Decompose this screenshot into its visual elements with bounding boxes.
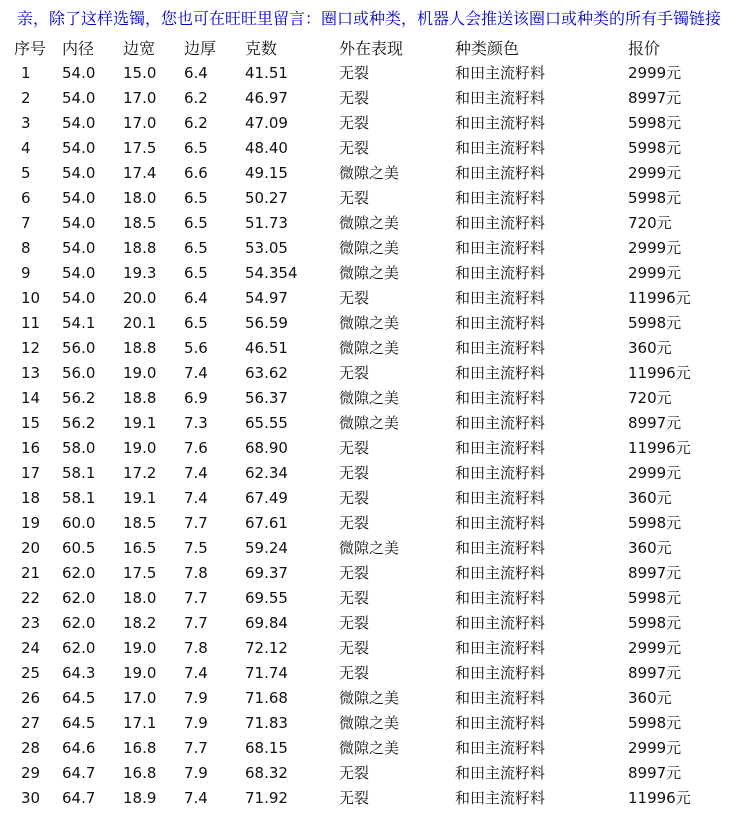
cell-index: 8 [21, 239, 31, 257]
table-row [0, 186, 751, 211]
cell-appearance: 微隙之美 [339, 239, 400, 257]
cell-appearance: 微隙之美 [339, 714, 400, 732]
table-row [0, 161, 751, 186]
cell-index: 22 [21, 589, 41, 607]
cell-band-thickness: 7.4 [184, 489, 208, 507]
cell-appearance: 微隙之美 [339, 214, 400, 232]
cell-band-thickness: 7.4 [184, 364, 208, 382]
cell-index: 19 [21, 514, 41, 532]
cell-weight: 56.59 [245, 314, 288, 332]
cell-price: 5998元 [628, 714, 682, 732]
cell-price: 5998元 [628, 114, 682, 132]
cell-appearance: 微隙之美 [339, 164, 400, 182]
cell-weight: 71.74 [245, 664, 288, 682]
cell-appearance: 无裂 [339, 139, 370, 157]
cell-type-color: 和田主流籽料 [455, 89, 546, 107]
cell-band-thickness: 7.5 [184, 539, 208, 557]
cell-band-thickness: 7.7 [184, 514, 208, 532]
bangle-list-table [0, 36, 751, 811]
cell-index: 25 [21, 664, 41, 682]
cell-index: 5 [21, 164, 31, 182]
cell-appearance: 无裂 [339, 364, 370, 382]
cell-band-thickness: 7.9 [184, 689, 208, 707]
cell-weight: 53.05 [245, 239, 288, 257]
cell-index: 20 [21, 539, 41, 557]
cell-band-thickness: 5.6 [184, 339, 208, 357]
table-row [0, 261, 751, 286]
cell-type-color: 和田主流籽料 [455, 489, 546, 507]
cell-index: 12 [21, 339, 41, 357]
cell-price: 2999元 [628, 464, 682, 482]
cell-type-color: 和田主流籽料 [455, 689, 546, 707]
cell-index: 27 [21, 714, 41, 732]
cell-type-color: 和田主流籽料 [455, 664, 546, 682]
cell-type-color: 和田主流籽料 [455, 289, 546, 307]
table-row [0, 611, 751, 636]
cell-band-width: 19.0 [123, 439, 157, 457]
cell-band-width: 19.3 [123, 264, 157, 282]
cell-price: 5998元 [628, 189, 682, 207]
cell-weight: 50.27 [245, 189, 288, 207]
cell-inner-diameter: 60.5 [62, 539, 96, 557]
cell-band-width: 18.2 [123, 614, 157, 632]
cell-index: 14 [21, 389, 41, 407]
cell-weight: 54.97 [245, 289, 288, 307]
cell-inner-diameter: 62.0 [62, 564, 96, 582]
cell-band-thickness: 6.2 [184, 114, 208, 132]
table-row [0, 386, 751, 411]
cell-index: 24 [21, 639, 41, 657]
cell-type-color: 和田主流籽料 [455, 439, 546, 457]
cell-band-thickness: 7.3 [184, 414, 208, 432]
cell-appearance: 无裂 [339, 114, 370, 132]
cell-weight: 46.97 [245, 89, 288, 107]
column-header-band-thickness: 边厚 [184, 39, 217, 58]
table-row [0, 486, 751, 511]
column-header-price: 报价 [628, 39, 661, 58]
cell-appearance: 无裂 [339, 764, 370, 782]
cell-type-color: 和田主流籽料 [455, 639, 546, 657]
cell-appearance: 无裂 [339, 639, 370, 657]
cell-index: 13 [21, 364, 41, 382]
cell-index: 17 [21, 464, 41, 482]
table-row [0, 761, 751, 786]
cell-inner-diameter: 64.5 [62, 714, 96, 732]
cell-band-thickness: 7.7 [184, 614, 208, 632]
cell-appearance: 无裂 [339, 564, 370, 582]
cell-inner-diameter: 54.0 [62, 164, 96, 182]
cell-band-width: 18.5 [123, 214, 157, 232]
cell-index: 16 [21, 439, 41, 457]
cell-appearance: 无裂 [339, 489, 370, 507]
cell-appearance: 无裂 [339, 464, 370, 482]
cell-type-color: 和田主流籽料 [455, 214, 546, 232]
cell-weight: 41.51 [245, 64, 288, 82]
cell-price: 360元 [628, 339, 672, 357]
cell-type-color: 和田主流籽料 [455, 264, 546, 282]
cell-band-width: 17.4 [123, 164, 157, 182]
cell-type-color: 和田主流籽料 [455, 739, 546, 757]
cell-price: 8997元 [628, 664, 682, 682]
table-row [0, 511, 751, 536]
cell-inner-diameter: 54.0 [62, 114, 96, 132]
table-body [0, 61, 751, 811]
cell-type-color: 和田主流籽料 [455, 514, 546, 532]
cell-type-color: 和田主流籽料 [455, 139, 546, 157]
cell-weight: 67.61 [245, 514, 288, 532]
cell-price: 8997元 [628, 564, 682, 582]
cell-index: 30 [21, 789, 41, 807]
cell-type-color: 和田主流籽料 [455, 189, 546, 207]
cell-appearance: 微隙之美 [339, 389, 400, 407]
cell-price: 2999元 [628, 239, 682, 257]
table-row [0, 86, 751, 111]
cell-band-width: 17.5 [123, 564, 157, 582]
cell-type-color: 和田主流籽料 [455, 789, 546, 807]
cell-index: 6 [21, 189, 31, 207]
cell-index: 29 [21, 764, 41, 782]
cell-type-color: 和田主流籽料 [455, 364, 546, 382]
cell-appearance: 无裂 [339, 189, 370, 207]
cell-type-color: 和田主流籽料 [455, 64, 546, 82]
cell-band-width: 19.0 [123, 639, 157, 657]
table-row [0, 786, 751, 811]
cell-weight: 71.68 [245, 689, 288, 707]
cell-band-thickness: 6.5 [184, 139, 208, 157]
table-header [0, 36, 751, 61]
cell-band-width: 17.0 [123, 114, 157, 132]
cell-inner-diameter: 58.1 [62, 489, 96, 507]
cell-inner-diameter: 64.7 [62, 789, 96, 807]
cell-weight: 46.51 [245, 339, 288, 357]
cell-band-width: 18.0 [123, 589, 157, 607]
table-header-row [0, 36, 751, 61]
cell-index: 26 [21, 689, 41, 707]
cell-band-thickness: 7.9 [184, 714, 208, 732]
cell-price: 11996元 [628, 289, 691, 307]
cell-band-width: 19.0 [123, 664, 157, 682]
cell-type-color: 和田主流籽料 [455, 564, 546, 582]
cell-inner-diameter: 54.0 [62, 214, 96, 232]
table-row [0, 111, 751, 136]
table-row [0, 636, 751, 661]
cell-weight: 62.34 [245, 464, 288, 482]
table-row [0, 136, 751, 161]
cell-price: 2999元 [628, 64, 682, 82]
cell-inner-diameter: 54.0 [62, 64, 96, 82]
cell-type-color: 和田主流籽料 [455, 539, 546, 557]
table-row [0, 311, 751, 336]
cell-band-thickness: 6.5 [184, 264, 208, 282]
cell-weight: 56.37 [245, 389, 288, 407]
cell-appearance: 无裂 [339, 589, 370, 607]
cell-appearance: 无裂 [339, 89, 370, 107]
cell-band-thickness: 7.6 [184, 439, 208, 457]
column-header-inner-diameter: 内径 [62, 39, 95, 58]
cell-inner-diameter: 58.0 [62, 439, 96, 457]
cell-band-thickness: 7.4 [184, 464, 208, 482]
cell-inner-diameter: 56.2 [62, 389, 96, 407]
column-header-weight: 克数 [245, 39, 278, 58]
cell-band-width: 19.0 [123, 364, 157, 382]
cell-band-thickness: 7.7 [184, 739, 208, 757]
cell-type-color: 和田主流籽料 [455, 464, 546, 482]
cell-weight: 65.55 [245, 414, 288, 432]
cell-index: 2 [21, 89, 31, 107]
cell-type-color: 和田主流籽料 [455, 614, 546, 632]
cell-price: 5998元 [628, 589, 682, 607]
cell-price: 360元 [628, 489, 672, 507]
cell-index: 7 [21, 214, 31, 232]
cell-appearance: 微隙之美 [339, 414, 400, 432]
cell-band-thickness: 7.7 [184, 589, 208, 607]
cell-inner-diameter: 56.0 [62, 339, 96, 357]
cell-inner-diameter: 54.0 [62, 264, 96, 282]
cell-band-thickness: 6.4 [184, 289, 208, 307]
cell-price: 11996元 [628, 789, 691, 807]
cell-band-width: 18.8 [123, 389, 157, 407]
cell-band-thickness: 6.5 [184, 239, 208, 257]
cell-appearance: 微隙之美 [339, 314, 400, 332]
cell-type-color: 和田主流籽料 [455, 714, 546, 732]
cell-band-thickness: 6.5 [184, 214, 208, 232]
cell-inner-diameter: 54.1 [62, 314, 96, 332]
table-row [0, 436, 751, 461]
cell-inner-diameter: 64.3 [62, 664, 96, 682]
cell-inner-diameter: 62.0 [62, 589, 96, 607]
cell-weight: 68.32 [245, 764, 288, 782]
cell-price: 8997元 [628, 89, 682, 107]
cell-weight: 48.40 [245, 139, 288, 157]
cell-type-color: 和田主流籽料 [455, 114, 546, 132]
cell-band-width: 19.1 [123, 414, 157, 432]
cell-index: 9 [21, 264, 31, 282]
cell-band-width: 18.8 [123, 239, 157, 257]
cell-band-thickness: 7.8 [184, 639, 208, 657]
cell-inner-diameter: 54.0 [62, 139, 96, 157]
cell-weight: 69.37 [245, 564, 288, 582]
cell-inner-diameter: 58.1 [62, 464, 96, 482]
column-header-index: 序号 [14, 39, 47, 58]
cell-band-thickness: 7.8 [184, 564, 208, 582]
cell-weight: 67.49 [245, 489, 288, 507]
cell-appearance: 微隙之美 [339, 739, 400, 757]
cell-inner-diameter: 64.5 [62, 689, 96, 707]
cell-type-color: 和田主流籽料 [455, 389, 546, 407]
cell-weight: 69.55 [245, 589, 288, 607]
cell-band-thickness: 6.5 [184, 314, 208, 332]
cell-price: 8997元 [628, 764, 682, 782]
column-header-band-width: 边宽 [123, 39, 156, 58]
notice-text: 亲，除了这样选镯，您也可在旺旺里留言：圈口或种类，机器人会推送该圈口或种类的所有手镯链接 [17, 9, 722, 28]
cell-band-width: 18.8 [123, 339, 157, 357]
cell-band-width: 17.5 [123, 139, 157, 157]
cell-appearance: 无裂 [339, 439, 370, 457]
cell-price: 5998元 [628, 614, 682, 632]
cell-index: 3 [21, 114, 31, 132]
cell-inner-diameter: 54.0 [62, 89, 96, 107]
table-row [0, 461, 751, 486]
table-row [0, 711, 751, 736]
cell-type-color: 和田主流籽料 [455, 764, 546, 782]
table-row [0, 686, 751, 711]
cell-type-color: 和田主流籽料 [455, 239, 546, 257]
cell-band-width: 18.5 [123, 514, 157, 532]
table-row [0, 211, 751, 236]
cell-weight: 51.73 [245, 214, 288, 232]
cell-index: 23 [21, 614, 41, 632]
cell-price: 2999元 [628, 639, 682, 657]
cell-index: 28 [21, 739, 41, 757]
cell-price: 720元 [628, 389, 672, 407]
cell-band-width: 20.1 [123, 314, 157, 332]
table-row [0, 61, 751, 86]
cell-appearance: 无裂 [339, 289, 370, 307]
cell-inner-diameter: 54.0 [62, 239, 96, 257]
cell-band-thickness: 6.5 [184, 189, 208, 207]
cell-weight: 47.09 [245, 114, 288, 132]
cell-price: 11996元 [628, 364, 691, 382]
cell-price: 2999元 [628, 739, 682, 757]
cell-inner-diameter: 56.2 [62, 414, 96, 432]
cell-index: 11 [21, 314, 41, 332]
cell-appearance: 微隙之美 [339, 689, 400, 707]
cell-weight: 68.90 [245, 439, 288, 457]
cell-index: 10 [21, 289, 41, 307]
cell-price: 5998元 [628, 514, 682, 532]
cell-inner-diameter: 56.0 [62, 364, 96, 382]
cell-weight: 71.83 [245, 714, 288, 732]
table-row [0, 411, 751, 436]
cell-appearance: 无裂 [339, 789, 370, 807]
cell-appearance: 无裂 [339, 514, 370, 532]
cell-price: 11996元 [628, 439, 691, 457]
cell-inner-diameter: 62.0 [62, 639, 96, 657]
cell-band-width: 18.0 [123, 189, 157, 207]
cell-price: 2999元 [628, 164, 682, 182]
cell-band-width: 15.0 [123, 64, 157, 82]
cell-price: 5998元 [628, 314, 682, 332]
cell-weight: 71.92 [245, 789, 288, 807]
cell-inner-diameter: 54.0 [62, 189, 96, 207]
cell-price: 360元 [628, 689, 672, 707]
cell-appearance: 无裂 [339, 614, 370, 632]
cell-band-width: 17.0 [123, 689, 157, 707]
cell-weight: 68.15 [245, 739, 288, 757]
cell-type-color: 和田主流籽料 [455, 589, 546, 607]
cell-type-color: 和田主流籽料 [455, 414, 546, 432]
table-row [0, 236, 751, 261]
cell-appearance: 微隙之美 [339, 339, 400, 357]
cell-price: 8997元 [628, 414, 682, 432]
cell-appearance: 无裂 [339, 64, 370, 82]
cell-band-width: 18.9 [123, 789, 157, 807]
cell-appearance: 微隙之美 [339, 264, 400, 282]
cell-type-color: 和田主流籽料 [455, 314, 546, 332]
cell-band-width: 16.8 [123, 764, 157, 782]
cell-appearance: 微隙之美 [339, 539, 400, 557]
cell-inner-diameter: 64.6 [62, 739, 96, 757]
cell-weight: 69.84 [245, 614, 288, 632]
cell-index: 15 [21, 414, 41, 432]
cell-band-thickness: 7.4 [184, 789, 208, 807]
cell-price: 360元 [628, 539, 672, 557]
cell-inner-diameter: 64.7 [62, 764, 96, 782]
cell-band-thickness: 6.4 [184, 64, 208, 82]
cell-band-width: 17.1 [123, 714, 157, 732]
cell-band-thickness: 7.4 [184, 664, 208, 682]
cell-band-width: 17.0 [123, 89, 157, 107]
cell-band-thickness: 6.6 [184, 164, 208, 182]
cell-type-color: 和田主流籽料 [455, 339, 546, 357]
cell-type-color: 和田主流籽料 [455, 164, 546, 182]
cell-price: 720元 [628, 214, 672, 232]
cell-weight: 54.354 [245, 264, 298, 282]
cell-weight: 59.24 [245, 539, 288, 557]
column-header-type-color: 种类颜色 [455, 39, 520, 58]
cell-inner-diameter: 62.0 [62, 614, 96, 632]
table-row [0, 661, 751, 686]
cell-inner-diameter: 54.0 [62, 289, 96, 307]
cell-weight: 63.62 [245, 364, 288, 382]
table-row [0, 336, 751, 361]
cell-appearance: 无裂 [339, 664, 370, 682]
cell-index: 18 [21, 489, 41, 507]
cell-band-thickness: 7.9 [184, 764, 208, 782]
cell-band-width: 20.0 [123, 289, 157, 307]
table-row [0, 286, 751, 311]
cell-price: 5998元 [628, 139, 682, 157]
cell-index: 1 [21, 64, 31, 82]
cell-price: 2999元 [628, 264, 682, 282]
table-row [0, 736, 751, 761]
column-header-appearance: 外在表现 [339, 39, 404, 58]
cell-weight: 72.12 [245, 639, 288, 657]
cell-index: 4 [21, 139, 31, 157]
cell-weight: 49.15 [245, 164, 288, 182]
table-row [0, 361, 751, 386]
table-row [0, 536, 751, 561]
cell-band-width: 17.2 [123, 464, 157, 482]
table-row [0, 561, 751, 586]
cell-band-thickness: 6.2 [184, 89, 208, 107]
cell-inner-diameter: 60.0 [62, 514, 96, 532]
table-row [0, 586, 751, 611]
cell-band-width: 19.1 [123, 489, 157, 507]
cell-band-width: 16.8 [123, 739, 157, 757]
cell-index: 21 [21, 564, 41, 582]
cell-band-width: 16.5 [123, 539, 157, 557]
cell-band-thickness: 6.9 [184, 389, 208, 407]
